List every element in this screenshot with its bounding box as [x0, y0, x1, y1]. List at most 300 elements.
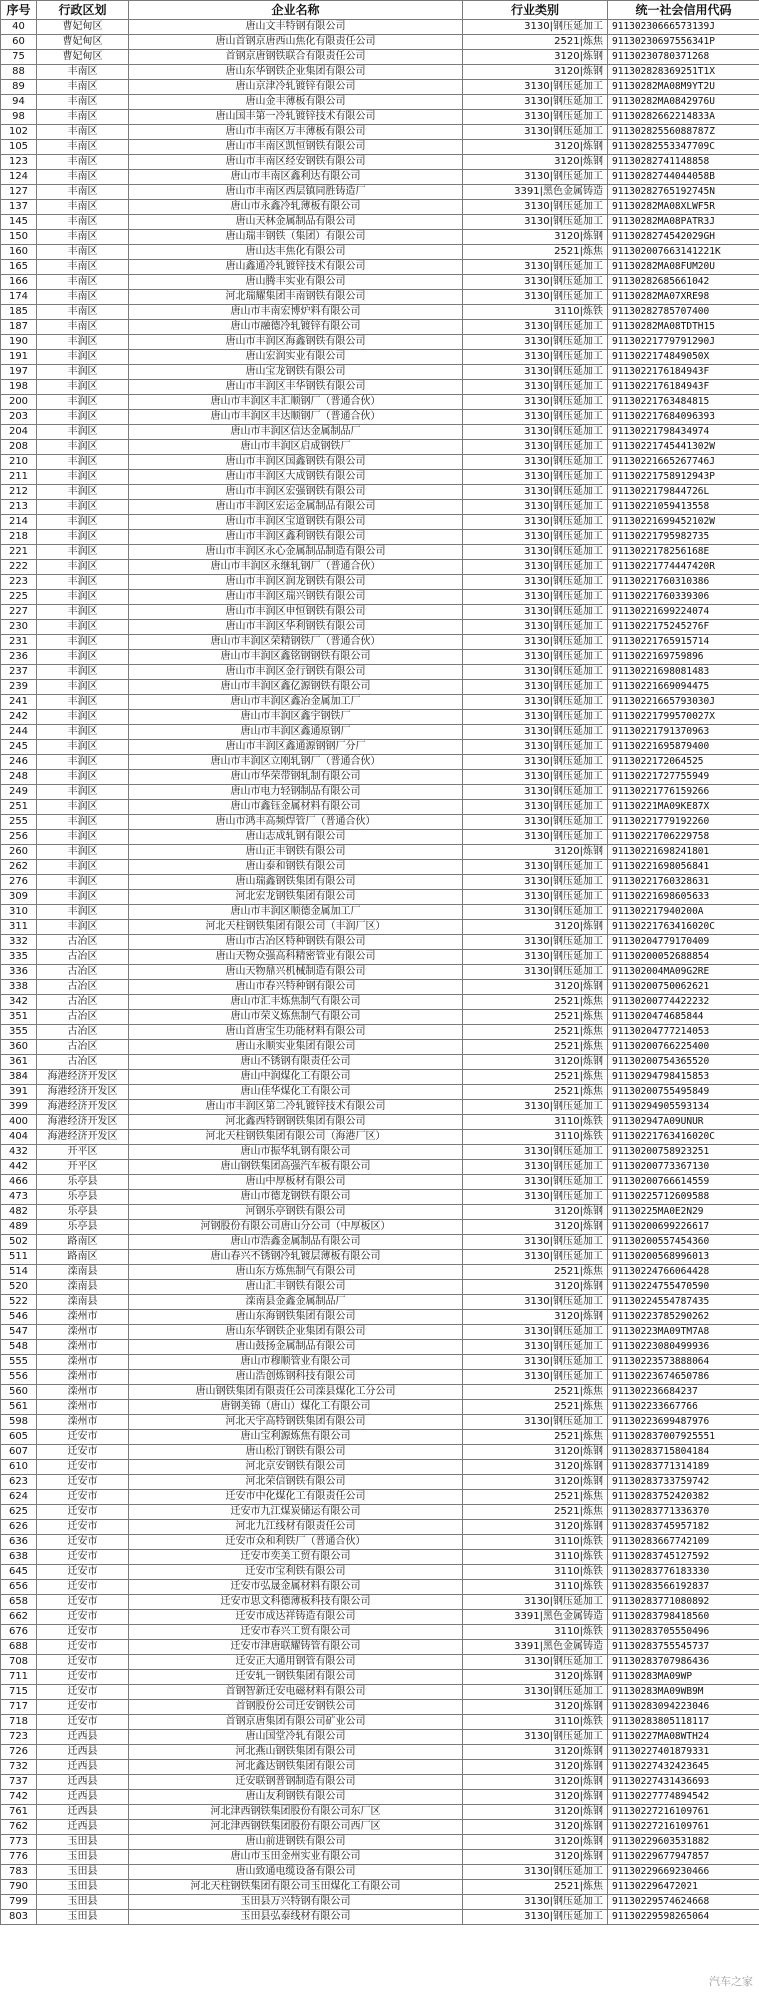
table-row: [1, 680, 759, 695]
cell-code: 91130221798434974: [608, 425, 759, 440]
cell-industry: 3120|炼钢: [463, 1205, 608, 1220]
cell-no: 200: [1, 395, 37, 410]
cell-no: 221: [1, 545, 37, 560]
cell-name: 唐山市丰南区鑫利达有限公司: [129, 170, 463, 185]
cell-industry: 3130|钢压延加工: [463, 1160, 608, 1175]
cell-district: 海港经济开发区: [37, 1115, 129, 1130]
cell-industry: 3130|钢压延加工: [463, 620, 608, 635]
cell-industry: 3130|钢压延加工: [463, 500, 608, 515]
cell-code: 91130223080499936: [608, 1340, 759, 1355]
cell-district: 丰润区: [37, 785, 129, 800]
table-row: [1, 110, 759, 125]
cell-industry: 3130|钢压延加工: [463, 575, 608, 590]
cell-district: 丰润区: [37, 680, 129, 695]
cell-code: 911302217940200A: [608, 905, 759, 920]
cell-industry: 3130|钢压延加工: [463, 1655, 608, 1670]
cell-industry: 3130|钢压延加工: [463, 215, 608, 230]
cell-industry: 3130|钢压延加工: [463, 740, 608, 755]
cell-industry: 2521|炼焦: [463, 1085, 608, 1100]
cell-code: 91130283755545737: [608, 1640, 759, 1655]
cell-name: 河北京安钢铁有限公司: [129, 1460, 463, 1475]
cell-name: 唐山汇丰钢铁有限公司: [129, 1280, 463, 1295]
cell-industry: 3130|钢压延加工: [463, 110, 608, 125]
cell-name: 唐山市华荣带钢轧制有限公司: [129, 770, 463, 785]
cell-district: 丰润区: [37, 710, 129, 725]
cell-industry: 3130|钢压延加工: [463, 590, 608, 605]
cell-industry: 2521|炼焦: [463, 1430, 608, 1445]
cell-no: 244: [1, 725, 37, 740]
cell-name: 唐山市丰润区宏强钢铁有限公司: [129, 485, 463, 500]
cell-industry: 2521|炼焦: [463, 1265, 608, 1280]
cell-district: 丰润区: [37, 635, 129, 650]
table-row: [1, 1160, 759, 1175]
cell-industry: 3110|炼铁: [463, 1625, 608, 1640]
cell-name: 唐山天物鼎兴机械制造有限公司: [129, 965, 463, 980]
cell-industry: 3130|钢压延加工: [463, 725, 608, 740]
cell-name: 唐山正丰钢铁有限公司: [129, 845, 463, 860]
cell-no: 75: [1, 50, 37, 65]
cell-code: 91130223MA09TM7A8: [608, 1325, 759, 1340]
table-row: [1, 1250, 759, 1265]
cell-name: 唐山市荣义炼焦制气有限公司: [129, 1010, 463, 1025]
cell-code: 91130204777214053: [608, 1025, 759, 1040]
cell-code: 911302828369251T1X: [608, 65, 759, 80]
cell-no: 556: [1, 1370, 37, 1385]
cell-name: 唐山市丰润区顺德金属加工厂: [129, 905, 463, 920]
cell-district: 丰润区: [37, 800, 129, 815]
cell-industry: 3130|钢压延加工: [463, 455, 608, 470]
cell-no: 88: [1, 65, 37, 80]
cell-no: 773: [1, 1835, 37, 1850]
cell-district: 丰润区: [37, 605, 129, 620]
cell-industry: 3120|炼钢: [463, 920, 608, 935]
cell-no: 256: [1, 830, 37, 845]
table-row: [1, 890, 759, 905]
cell-district: 滦州市: [37, 1340, 129, 1355]
cell-district: 乐亭县: [37, 1205, 129, 1220]
cell-no: 489: [1, 1220, 37, 1235]
cell-no: 213: [1, 500, 37, 515]
cell-no: 355: [1, 1025, 37, 1040]
table-row: [1, 575, 759, 590]
table-row: [1, 830, 759, 845]
table-row: [1, 995, 759, 1010]
cell-no: 222: [1, 560, 37, 575]
table-row: [1, 1640, 759, 1655]
cell-name: 唐山市丰润区鑫亿源钢铁有限公司: [129, 680, 463, 695]
cell-no: 123: [1, 155, 37, 170]
cell-district: 古冶区: [37, 950, 129, 965]
table-row: [1, 1895, 759, 1910]
cell-no: 560: [1, 1385, 37, 1400]
cell-name: 首钢股份公司迁安钢铁公司: [129, 1700, 463, 1715]
cell-industry: 3110|炼铁: [463, 1535, 608, 1550]
cell-code: 91130283805118117: [608, 1715, 759, 1730]
cell-name: 唐山市丰润区丰华钢铁有限公司: [129, 380, 463, 395]
cell-no: 89: [1, 80, 37, 95]
cell-no: 384: [1, 1070, 37, 1085]
table-row: [1, 125, 759, 140]
cell-code: 91130200557454360: [608, 1235, 759, 1250]
table-row: [1, 875, 759, 890]
cell-name: 唐山鼓扬金属制品有限公司: [129, 1340, 463, 1355]
cell-code: 911302233667766: [608, 1400, 759, 1415]
cell-name: 唐山市丰润区鑫铭钢钢铁有限公司: [129, 650, 463, 665]
table-row: [1, 1790, 759, 1805]
cell-no: 260: [1, 845, 37, 860]
cell-district: 丰润区: [37, 665, 129, 680]
table-row: [1, 35, 759, 50]
cell-name: 唐山瑞鑫钢铁集团有限公司: [129, 875, 463, 890]
cell-no: 98: [1, 110, 37, 125]
cell-name: 唐山市穆顺管业有限公司: [129, 1355, 463, 1370]
cell-no: 236: [1, 650, 37, 665]
table-row: [1, 1610, 759, 1625]
table-row: [1, 620, 759, 635]
cell-name: 唐山市丰润区国鑫钢铁有限公司: [129, 455, 463, 470]
cell-district: 玉田县: [37, 1910, 129, 1925]
cell-industry: 3120|炼钢: [463, 1280, 608, 1295]
cell-name: 河北天柱钢铁集团有限公司（丰润厂区）: [129, 920, 463, 935]
cell-name: 唐山市电力轻钢制品有限公司: [129, 785, 463, 800]
cell-code: 91130221760339306: [608, 590, 759, 605]
cell-no: 309: [1, 890, 37, 905]
cell-industry: 3130|钢压延加工: [463, 170, 608, 185]
cell-district: 玉田县: [37, 1865, 129, 1880]
cell-district: 丰南区: [37, 320, 129, 335]
table-row: [1, 665, 759, 680]
cell-no: 211: [1, 470, 37, 485]
cell-industry: 3130|钢压延加工: [463, 515, 608, 530]
cell-industry: 3130|钢压延加工: [463, 905, 608, 920]
cell-code: 91130283094223046: [608, 1700, 759, 1715]
cell-name: 唐山市玉田金州实业有限公司: [129, 1850, 463, 1865]
cell-code: 91130283707986436: [608, 1655, 759, 1670]
cell-name: 唐山金丰薄板有限公司: [129, 95, 463, 110]
cell-industry: 3120|炼钢: [463, 1700, 608, 1715]
cell-industry: 3120|炼钢: [463, 1760, 608, 1775]
cell-district: 丰润区: [37, 485, 129, 500]
cell-no: 342: [1, 995, 37, 1010]
cell-no: 466: [1, 1175, 37, 1190]
cell-name: 首钢智新迁安电磁材料有限公司: [129, 1685, 463, 1700]
table-body: [1, 20, 759, 1925]
cell-no: 336: [1, 965, 37, 980]
cell-code: 9113022174849050X: [608, 350, 759, 365]
cell-industry: 2521|炼焦: [463, 1040, 608, 1055]
cell-name: 唐山东华钢铁企业集团有限公司: [129, 65, 463, 80]
cell-no: 165: [1, 260, 37, 275]
table-row: [1, 635, 759, 650]
cell-no: 223: [1, 575, 37, 590]
cell-industry: 2521|炼焦: [463, 1385, 608, 1400]
cell-code: 91130221745441302W: [608, 440, 759, 455]
cell-district: 滦州市: [37, 1310, 129, 1325]
cell-name: 唐山中厚板材有限公司: [129, 1175, 463, 1190]
cell-industry: 3391|黑色金属铸造: [463, 1610, 608, 1625]
cell-no: 251: [1, 800, 37, 815]
cell-no: 60: [1, 35, 37, 50]
cell-industry: 2521|炼焦: [463, 1880, 608, 1895]
cell-district: 丰南区: [37, 185, 129, 200]
cell-no: 547: [1, 1325, 37, 1340]
cell-industry: 3130|钢压延加工: [463, 695, 608, 710]
cell-code: 91130283776183330: [608, 1565, 759, 1580]
cell-industry: 3130|钢压延加工: [463, 605, 608, 620]
table-row: [1, 1010, 759, 1025]
cell-industry: 3130|钢压延加工: [463, 200, 608, 215]
cell-name: 唐山佳华煤化工有限公司: [129, 1085, 463, 1100]
cell-no: 124: [1, 170, 37, 185]
cell-industry: 3120|炼钢: [463, 65, 608, 80]
cell-code: 91130282MA08XLWF5R: [608, 200, 759, 215]
table-row: [1, 725, 759, 740]
cell-name: 河北瑞耀集团丰南钢铁有限公司: [129, 290, 463, 305]
cell-name: 唐山京津冷轧镀锌有限公司: [129, 80, 463, 95]
cell-code: 91130282765192745N: [608, 185, 759, 200]
cell-district: 丰润区: [37, 905, 129, 920]
cell-code: 91130282MA08PATR3J: [608, 215, 759, 230]
table-row: [1, 605, 759, 620]
cell-district: 丰润区: [37, 530, 129, 545]
cell-industry: 3130|钢压延加工: [463, 635, 608, 650]
cell-name: 唐山市丰润区鑫通原钢厂: [129, 725, 463, 740]
table-row: [1, 1115, 759, 1130]
cell-industry: 3130|钢压延加工: [463, 95, 608, 110]
table-row: [1, 365, 759, 380]
cell-name: 首钢京唐钢铁联合有限责任公司: [129, 50, 463, 65]
cell-no: 246: [1, 755, 37, 770]
cell-district: 海港经济开发区: [37, 1100, 129, 1115]
cell-district: 海港经济开发区: [37, 1130, 129, 1145]
cell-code: 91130225MA0E2N29: [608, 1205, 759, 1220]
cell-no: 561: [1, 1400, 37, 1415]
cell-no: 150: [1, 230, 37, 245]
cell-district: 迁安市: [37, 1460, 129, 1475]
cell-name: 唐山市丰润区丰达顺钢厂（普通合伙）: [129, 410, 463, 425]
cell-name: 迁安正大通用钢管有限公司: [129, 1655, 463, 1670]
cell-name: 唐山泰和钢铁有限公司: [129, 860, 463, 875]
cell-code: 91130282685661042: [608, 275, 759, 290]
cell-code: 91130221706229758: [608, 830, 759, 845]
table-row: [1, 1535, 759, 1550]
cell-code: 911302947A09UNUR: [608, 1115, 759, 1130]
cell-industry: 3130|钢压延加工: [463, 890, 608, 905]
cell-district: 丰南区: [37, 245, 129, 260]
cell-no: 187: [1, 320, 37, 335]
table-row: [1, 1655, 759, 1670]
cell-code: 91130223674650786: [608, 1370, 759, 1385]
cell-name: 唐山市丰润区大成钢铁有限公司: [129, 470, 463, 485]
cell-code: 91130230666573139J: [608, 20, 759, 35]
cell-no: 360: [1, 1040, 37, 1055]
cell-no: 255: [1, 815, 37, 830]
table-row: [1, 1100, 759, 1115]
cell-district: 迁安市: [37, 1625, 129, 1640]
cell-district: 丰润区: [37, 425, 129, 440]
cell-code: 91130282785707400: [608, 305, 759, 320]
cell-name: 唐山市融德冷轧镀锌有限公司: [129, 320, 463, 335]
cell-district: 丰南区: [37, 305, 129, 320]
cell-district: 乐亭县: [37, 1190, 129, 1205]
table-row: [1, 515, 759, 530]
cell-code: 91130224554787435: [608, 1295, 759, 1310]
cell-code: 91130282MA08TDTH15: [608, 320, 759, 335]
cell-name: 玉田县弘泰线材有限公司: [129, 1910, 463, 1925]
cell-district: 丰润区: [37, 830, 129, 845]
cell-district: 古冶区: [37, 995, 129, 1010]
cell-district: 丰南区: [37, 230, 129, 245]
cell-name: 唐山鑫通冷轧镀锌技术有限公司: [129, 260, 463, 275]
cell-district: 丰润区: [37, 770, 129, 785]
cell-no: 203: [1, 410, 37, 425]
cell-code: 9113022175245276F: [608, 620, 759, 635]
table-row: [1, 1265, 759, 1280]
cell-industry: 3120|炼钢: [463, 1790, 608, 1805]
cell-name: 唐山市丰润区鑫宇钢铁厂: [129, 710, 463, 725]
cell-district: 丰润区: [37, 755, 129, 770]
cell-no: 732: [1, 1760, 37, 1775]
cell-industry: 2521|炼焦: [463, 1010, 608, 1025]
cell-code: 9113022176184943F: [608, 365, 759, 380]
cell-district: 古冶区: [37, 935, 129, 950]
table-row: [1, 335, 759, 350]
cell-name: 唐山松汀钢铁有限公司: [129, 1445, 463, 1460]
cell-name: 唐山文丰特钢有限公司: [129, 20, 463, 35]
cell-name: 河北荣信钢铁有限公司: [129, 1475, 463, 1490]
table-row: [1, 1520, 759, 1535]
cell-industry: 3130|钢压延加工: [463, 950, 608, 965]
header-name: 企业名称: [129, 1, 463, 20]
cell-no: 230: [1, 620, 37, 635]
table-row: [1, 1040, 759, 1055]
cell-code: 91130283MA09WP: [608, 1670, 759, 1685]
table-row: [1, 455, 759, 470]
cell-district: 丰润区: [37, 590, 129, 605]
table-row: [1, 380, 759, 395]
cell-no: 555: [1, 1355, 37, 1370]
cell-no: 332: [1, 935, 37, 950]
cell-no: 645: [1, 1565, 37, 1580]
cell-industry: 3130|钢压延加工: [463, 1295, 608, 1310]
cell-name: 唐山市丰润区海鑫钢铁有限公司: [129, 335, 463, 350]
table-row: [1, 410, 759, 425]
cell-name: 唐山友利钢铁有限公司: [129, 1790, 463, 1805]
cell-code: 91130283798418560: [608, 1610, 759, 1625]
table-row: [1, 1295, 759, 1310]
cell-name: 唐山市丰南区经安钢铁有限公司: [129, 155, 463, 170]
cell-no: 761: [1, 1805, 37, 1820]
cell-code: 91130229603531882: [608, 1835, 759, 1850]
cell-no: 626: [1, 1520, 37, 1535]
cell-code: 91130294798415853: [608, 1070, 759, 1085]
cell-no: 688: [1, 1640, 37, 1655]
table-row: [1, 155, 759, 170]
table-row: [1, 695, 759, 710]
cell-district: 迁安市: [37, 1505, 129, 1520]
cell-no: 105: [1, 140, 37, 155]
table-row: [1, 740, 759, 755]
cell-code: 91130221059413558: [608, 500, 759, 515]
table-row: [1, 650, 759, 665]
cell-no: 361: [1, 1055, 37, 1070]
cell-industry: 3391|黑色金属铸造: [463, 185, 608, 200]
cell-name: 唐山浩创炼钢科技有限公司: [129, 1370, 463, 1385]
cell-district: 玉田县: [37, 1835, 129, 1850]
table-row: [1, 1835, 759, 1850]
cell-name: 唐山前进钢铁有限公司: [129, 1835, 463, 1850]
cell-code: 91130221760310386: [608, 575, 759, 590]
table-row: [1, 1280, 759, 1295]
cell-district: 迁安市: [37, 1490, 129, 1505]
cell-industry: 3120|炼钢: [463, 1055, 608, 1070]
cell-industry: 3110|炼铁: [463, 1115, 608, 1130]
table-row: [1, 1865, 759, 1880]
cell-industry: 2521|炼焦: [463, 245, 608, 260]
cell-code: 911302217684096393: [608, 410, 759, 425]
cell-no: 723: [1, 1730, 37, 1745]
cell-code: 91130200766225400: [608, 1040, 759, 1055]
cell-name: 迁安市宝利铁有限公司: [129, 1565, 463, 1580]
table-row: [1, 1400, 759, 1415]
cell-name: 唐山宝利源炼焦有限公司: [129, 1430, 463, 1445]
table-row: [1, 1805, 759, 1820]
cell-name: 唐山市丰润区立刚轧钢厂（普通合伙）: [129, 755, 463, 770]
cell-district: 迁安市: [37, 1445, 129, 1460]
cell-district: 滦南县: [37, 1265, 129, 1280]
table-row: [1, 65, 759, 80]
cell-name: 唐山市丰润区信达金属制品厂: [129, 425, 463, 440]
table-row: [1, 1775, 759, 1790]
cell-no: 166: [1, 275, 37, 290]
table-row: [1, 245, 759, 260]
cell-no: 197: [1, 365, 37, 380]
cell-industry: 3130|钢压延加工: [463, 965, 608, 980]
cell-industry: 2521|炼焦: [463, 1070, 608, 1085]
cell-no: 636: [1, 1535, 37, 1550]
cell-industry: 3120|炼钢: [463, 155, 608, 170]
cell-no: 245: [1, 740, 37, 755]
cell-industry: 3130|钢压延加工: [463, 1895, 608, 1910]
cell-industry: 3130|钢压延加工: [463, 1175, 608, 1190]
cell-code: 91130221776159266: [608, 785, 759, 800]
cell-industry: 3130|钢压延加工: [463, 875, 608, 890]
cell-code: 91130221779791290J: [608, 335, 759, 350]
cell-district: 迁安市: [37, 1640, 129, 1655]
cell-no: 658: [1, 1595, 37, 1610]
cell-no: 776: [1, 1850, 37, 1865]
table-row: [1, 1130, 759, 1145]
cell-name: 河北天柱钢铁集团有限公司玉田煤化工有限公司: [129, 1880, 463, 1895]
cell-code: 91130282MA07XRE98: [608, 290, 759, 305]
cell-code: 911302004MA09G2RE: [608, 965, 759, 980]
cell-industry: 3130|钢压延加工: [463, 755, 608, 770]
cell-industry: 3130|钢压延加工: [463, 1730, 608, 1745]
table-row: [1, 815, 759, 830]
table-row: [1, 50, 759, 65]
table-row: [1, 350, 759, 365]
cell-name: 唐山市丰润区荣精钢铁厂（普通合伙）: [129, 635, 463, 650]
cell-name: 唐山宏润实业有限公司: [129, 350, 463, 365]
cell-district: 古冶区: [37, 1040, 129, 1055]
cell-name: 唐山东方炼焦制气有限公司: [129, 1265, 463, 1280]
cell-district: 迁安市: [37, 1655, 129, 1670]
cell-district: 路南区: [37, 1235, 129, 1250]
cell-no: 717: [1, 1700, 37, 1715]
cell-name: 迁安市奕美工贸有限公司: [129, 1550, 463, 1565]
cell-code: 91130283MA09WB9M: [608, 1685, 759, 1700]
table-row: [1, 260, 759, 275]
